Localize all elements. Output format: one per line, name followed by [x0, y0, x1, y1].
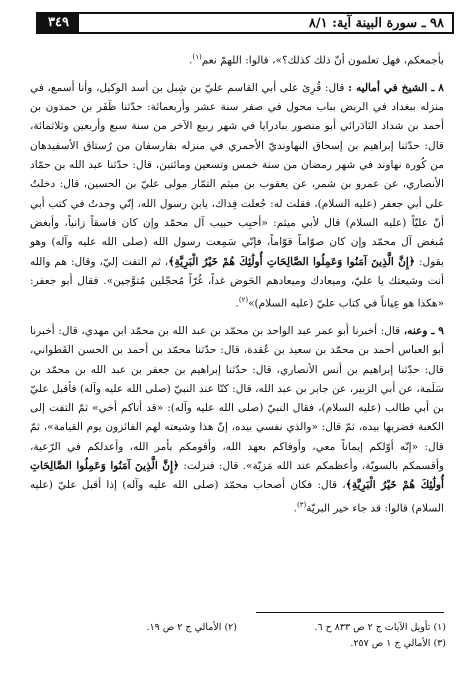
hadith-heading-9: ٩ ـ وعنه،	[403, 324, 444, 337]
footnote-marker-3: (٣)	[296, 500, 307, 509]
footnote-2: (٢) الأمالي ج ٢ ص ١٩.	[146, 622, 237, 633]
paragraph-8: ٨ ـ الشيخ في أماليه : قال: قُرِئ على أبي القاسم عليّ بن شِبل بن أسد الوكيل، وأنا أسمع، في منزله ببغداد في الربض بباب محول في صفر سنة عشر وأربعمائة: حدّثنا ظَفَر بن حمدون بن أحمد بن شداد البَادَرائي أبو منصور ببادرايا في شهر ربيع الآخر من سنة سبع وأربعين وثلاثمائة، قال: حدّثنا إبراهيم بن إسحاق النهاونديّ الأحمري في منزله بفارسفان من رُستاق الأسفيدهان من كُورة نهاوند في شهر رمضان من سنة خمس وتسعين ومائتين، قال: حدّثنا عبد الله بن حمّاد الأنصاري، عن عمرو بن شمر، عن يعقوب بن ميثم التمّار مولى عليّ بن الحسين، قال: دخلتُ على أبي جعفر (عليه السلام)، فقلت له: جُعلت فِداك، يابن رسول الله، إنّي وجدتُ في كتب أبي أنّ عليّاً (عليه السلام) قال لأبي ميثم: «أحبِب حبيب آل محمّد وإن كان فاسقاً زانياً، وأبغض مُبغض آل محمّد وإن كان صوّاماً قوّاماً، فإنّي سَمِعت رسول الله (صلى الله عليه وآله) وهو يقول: ﴿إِنَّ الَّذِينَ آمَنُوا وَعَمِلُوا الصَّالِحَاتِ أُولَٰئِكَ هُمْ خَيْرُ الْبَرِيَّةِ﴾، ثم التفت إليّ، وقال: هم والله أنت وشيعتك يا عليّ، وميعادك وميعادهم الحَوض غداً، غُرّاً مُحجّلين مُتوَّجين». فقال أبو جعفر: «هكذا هو عِياناً في كتاب عليّ (عليه السلام)»$^{(٢)}$.	[30, 81, 444, 310]
page-number: ٣٤٩	[38, 12, 79, 34]
footnote-divider	[256, 612, 444, 613]
hadith-heading-8: ٨ ـ الشيخ في أماليه :	[348, 81, 444, 94]
footnote-marker-2: (٢)	[238, 296, 249, 305]
body-text	[30, 48, 444, 518]
paragraph-0: بأجمعكم، فهل تعلمون أنّ ذلك كذلك؟»، قالوا: اللهمّ نعم$^{(١)}$.	[189, 53, 444, 67]
paragraph-9: ٩ ـ وعنه، قال: أخبرنا أبو عمر عبد الواحد بن محمّد بن عبد الله بن محمّد ابن مهدي، قال: أخبرنا أبو العباس أحمد بن محمّد بن سعيد بن عُقدة، قال: حدّثنا محمّد بن أحمد بن الحسن القَطواني، قال: حدّثنا إبراهيم بن أنس الأنصاري، قال: حدّثنا إبراهيم بن جعفر بن عبد الله بن محمّد بن سَلَمة، عن أبي الزبير، عن جابر بن عبد الله، قال: كنّا عند النبيّ (صلى الله عليه وآله) فأقبل عليّ بن أبي طالب (عليه السلام)، فقال النبيّ (صلى الله عليه وآله): «قد أتاكم أخي» ثمّ التفت إلى الكعبة فضربها بيده، ثمّ قال: «والذي نفسي بيده، إنّ هذا وشيعته لهم الفائزون يوم القيامة»، ثمّ قال: «إنّه أوّلكم إيماناً معي، وأوفاكم بعهد الله، وأقومكم بأمر الله، وأعدلكم في الرّعية، وأقسمكم بالسويّة، وأعظمكم عند الله مَزيّة». قال: فنزلت: ﴿إِنَّ الَّذِينَ آمَنُوا وَعَمِلُوا الصَّالِحَاتِ أُولَٰئِكَ هُمْ خَيْرُ الْبَرِيَّةِ﴾، قال: فكان أصحاب محمّد (صلى الله عليه وآله) إذا أقبل عليّ (عليه السلام) قالوا: قد جاء خير البريّة$^{(٣)}$.	[30, 324, 445, 515]
footnotes	[28, 620, 446, 652]
footnote-marker-1: (١)	[192, 53, 202, 61]
footnote-1: (١) تأويل الآيات ج ٢ ص ٨٣٣ ح ٦.	[314, 622, 446, 633]
page-header	[36, 12, 454, 34]
footnote-3: (٣) الأمالي ج ١ ص ٢٥٧.	[350, 638, 446, 649]
running-title: ٩٨ ـ سورة البينة آية: ٨/١	[308, 15, 444, 31]
quran-verse: ﴿إِنَّ الَّذِينَ آمَنُوا وَعَمِلُوا الصَّالِحَاتِ أُولَٰئِكَ هُمْ خَيْرُ الْبَرِيَّةِ﴾	[30, 460, 444, 492]
quran-verse: ﴿إِنَّ الَّذِينَ آمَنُوا وَعَمِلُوا الصَّالِحَاتِ أُولَٰئِكَ هُمْ خَيْرُ الْبَرِيَّةِ﴾	[168, 255, 416, 268]
